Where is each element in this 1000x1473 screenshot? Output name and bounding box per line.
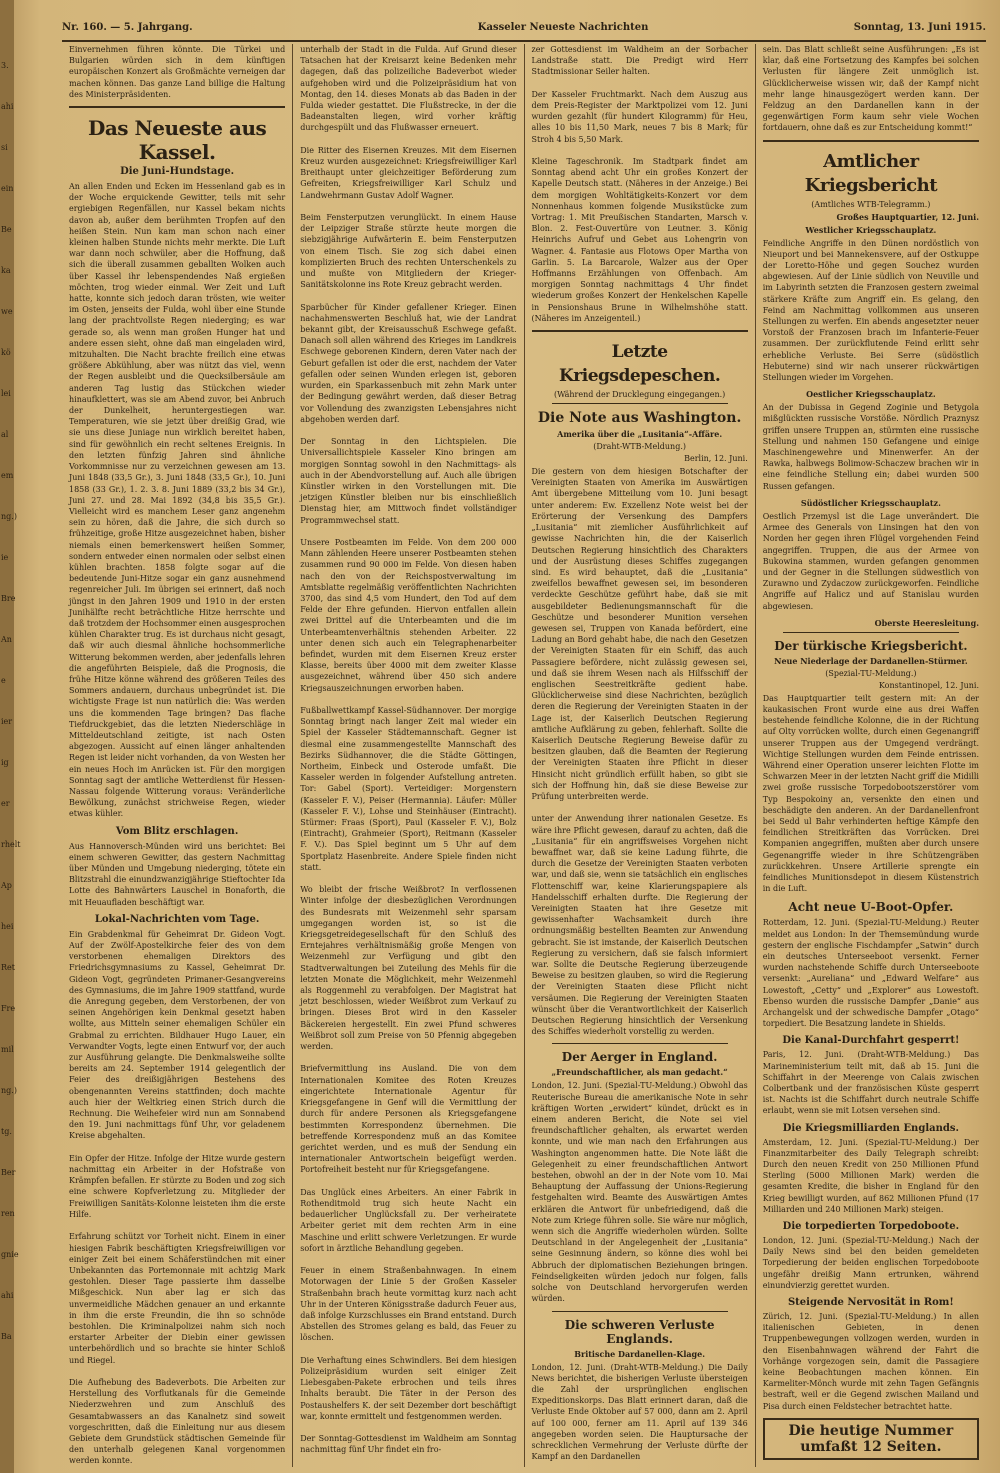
strip-fragment: al [1,430,9,439]
army-command-signature: Oberste Heeresleitung. [874,617,979,628]
official-war-report-agency: (Amtliches WTB-Telegramm.) [811,199,931,209]
strip-fragment: gnie [1,1250,19,1259]
england-losses-title: Die schweren Verluste Englands. [564,1317,715,1346]
local-news-heading: Lokal-Nachrichten vom Tage. [94,913,260,925]
washington-note-text: Die gestern von dem hiesigen Botschafter der Vereinigten Staaten von Amerika im Auswärtigen Amt übergebene Mitteilung vom 10. Juni besagt unter anderem: Ew. Exzellenz Note weist bei der Erörterung der Versenkung des Dampfers „Lusitania“ mit ziemlicher Ausführlichkeit auf gewisse Nachrichten hin, die der Kaiserlich Deutschen Regierung hinsichtlich des Charakters und der Ausrüstung dieses Schiffes zugegangen sind. Es wird behauptet, daß die „Lusitania“ zweifellos bewaffnet gewesen sei, im besonderen verdeckte Geschütze geführt habe, daß sie mit ausgebildeter Bedienungsmannschaft für die Geschütze und besonderer Munition versehen gewesen sei, Truppen von Kanada befördert, eine Ladung an Bord gehabt habe, die nach den Gesetzen der Vereinigten Staaten für ein Schiff, das auch Passagiere befördere, nicht zulässig gewesen sei, und daß sie ihrem Wesen nach als Hilfsschiff der englischen Seestreitkräfte gedient habe. Glücklicherweise sind diese Nachrichten, bezüglich deren die Regierung der Vereinigten Staaten in der Lage ist, der Kaiserlich Deutschen Regierung amtliche Aufklärung zu geben, fehlerhaft. Sollte die Kaiserlich Deutsche Regierung Beweise dafür zu besitzen glauben, daß die Beamten der Regierung der Vereinigten Staaten ihre Pflicht in dieser Hinsicht nicht gründlich erfüllt haben, so gibt sie sich der Hoffnung hin, daß sie diese Beweise zur Prüfung unterbreiten werde. unter der Anwendung ihrer nationalen Gesetze. Es wäre ihre Pflicht gewesen, darauf zu achten, daß die „Lusitania“ für ein angriffsweises Vorgehen nicht bewaffnet war, daß sie keine Ladung führte, die durch die Gesetze der Vereinigten Staaten verboten war, und daß sie, wenn sie tatsächlich ein englisches Flottenschiff war, keine Klarierungspapiere als Handelsschiff erhalten durfte. Die Regierung der Vereinigten Staaten hat ihre Gesetze mit gewissenhafter Wachsamkeit durch ihre ordnungsmäßig bestellten Beamten zur Anwendung gebracht. Sie ist imstande, der Kaiserlich Deutschen Regierung zu versichern, daß sie falsch informiert war. Sollte die Deutsche Regierung überzeugende Beweise zu besitzen glauben, so wird die Regierung der Vereinigten Staaten diese Pflicht nicht versäumen. Die Regierung der Vereinigten Staaten wünscht über die Verantwortlichkeit der Kaiserlich Deutschen Regierung hinsichtlich der Versenkung des Schiffes wiederholt vorstellig zu werden. [531,467,748,1037]
uboat-text: Rotterdam, 12. Juni. (Spezial-TU-Meldung.) Reuter meldet aus London: In der Themsemündung wurde gestern der englische Fischdampfer „Satwin“ durch ein deutsches Unterseeboot versenkt. Ferner wurden nachstehende Schiffe durch Unterseeboote versenkt: „Aureliana“ und „Edward Welfare“ aus Lowestoft, „Cetty“ und „Explorer“ aus Lowestoft. Ebenso wurden die russische Dampfer „Danie“ aus Archangelsk und der schwedische Dampfer „Otago“ torpediert. Die Besatzung landete in Shields. [762,918,979,1029]
england-anger-text: London, 12. Juni. (Spezial-TU-Meldung.) Obwohl das Reuterische Bureau die amerikanische Note in sehr kräftigen Worten „erwidert“ kündet, drückt es in einem anderen Bericht, die Note sei viel freundschaftlicher gehalten, als erwartet werden konnte, und wie man nach den Erfahrungen aus Washington angenommen hatte. Die Note läßt die Gelegenheit zu einer freundschaftlichen Antwort bestehen, obwohl an der in der Note vom 10. Mai Behauptung der Auffassung der Unions-Regierung festgehalten wird. Beamte des Auswärtigen Amtes erklären die Antwort für unbefriedigend, daß die Note zum Kriege führen solle. Sie wäre nur möglich, wenn sich die Angriffe wiederholen würden. Sollte Deutschland in der Angelegenheit der „Lusitania“ seine Gesinnung ändern, so könne dies wohl bei Abbruch der diplomatischen Beziehungen bringen. Feindseligkeiten würden jedoch nur folgen, falls solche von Deutschland hervorgerufen werden würden. [531,1081,748,1304]
war-billions-title: Die Kriegsmilliarden Englands. [782,1122,959,1134]
strip-fragment: ahi [1,102,14,111]
war-billions-text: Amsterdam, 12. Juni. (Spezial-TU-Meldung.) Der Finanzmitarbeiter des Daily Telegraph schreibt: Durch den neuen Kredit von 250 Millionen Pfund Sterling (5000 Millionen Mark) werden die gesamten Kredite, die bisher in England für den Krieg bewilligt wurden, auf 862 Millionen Pfund (17 Milliarden und 240 Millionen Mark) steigen. [762,1137,979,1214]
washington-note-title: Die Note aus Washington. [537,410,742,427]
adjacent-page-fragments [0,0,21,1342]
england-anger-subtitle: „Freundschaftlicher, als man gedacht.“ [551,1067,728,1078]
lightning-text: Aus Hannoversch-Münden wird uns berichtet: Bei einem schweren Gewitter, das gestern Nachmittag über Münden und Umgebung niederging, tötete ein Blitzstrahl die einundzwanzigjährige Stieftochter Ida Lotte des Bahnwärters Lauschel in Bonaforth, die mit Heuaufladen beschäftigt war. [69,841,286,907]
strip-fragment: hei [1,922,14,931]
eastern-front-text: An der Dubissa in Gegend Zoginie und Betygola mißglückten russische Vorstöße. Nördlich Praznysz griffen unsere Truppen an, stürmten eine russische Stellung und nahmen 150 Gefangene und einige Maschinengewehre und Minenwerfer. An der Rawka, halbwegs Bolimow-Schaczew brachen wir in eine feindliche Stellung ein; dabei wurden 500 Russen gefangen. [762,403,979,491]
war-dispatches-note: (Während der Drucklegung eingegangen.) [553,390,726,400]
divider [763,140,979,142]
turkish-report-text: Das Hauptquartier teilt gestern mit: An der kaukasischen Front wurde eine aus drei Waffen bestehende feindliche Kolonne, die in der Richtung auf Olty vorrücken wollte, durch einen Gegenangriff unserer Truppen aus der Umgegend verdrängt. Wichtige Stellungen wurden dem Feinde entrissen. Während einer Operation unserer leichten Flotte im Schwarzen Meer in der letzten Nacht griff die Midilli zwei große russische Torpedobootszerstörer vom Typ Bespokoiny an, versenkte den einen und beschädigte den anderen. An der Dardanellenfront bei Sedd ul Bahr verhinderten heftige Kämpfe den feindlichen Streitkräften das Vorrücken. Drei Kompanien angegriffen, mußten aber durch unsere Gegenangriffe wieder in ihre Schützengräben zurückkehren. Unsere Artillerie sprengte ein feindliches Munitionsdepot in diesem Küstenstrich in die Luft. [762,693,979,894]
channel-title: Die Kanal-Durchfahrt gesperrt! [782,1035,960,1047]
columns [62,44,986,1467]
uboat-title: Acht neue U-Boot-Opfer. [788,900,954,915]
strip-fragment: Bre [1,594,16,603]
strip-fragment: ie [1,553,9,562]
divider [783,632,959,633]
southeastern-front-text: Oestlich Przemysl ist die Lage unverändert. Die Armee des Generals von Linsingen hat den von Norden her gegen ihren Flügel vorgehenden Feind angegriffen. Truppen, die aus der Armee von Bukowina stammen, wurden gefangen genommen und der Gegner in die Stellungen südwestlich von Zurawno und Zydaczow zurückgeworfen. Feindliche Angriffe auf Halicz und auf Stanislau wurden abgewiesen. [762,511,979,611]
england-losses-subtitle: Britische Dardanellen-Klage. [574,1348,706,1359]
issue-date: Sonntag, 13. Juni 1915. [853,22,986,33]
kassel-news-title: Das Neueste aus Kassel. [88,116,267,165]
torpedo-boats-text: London, 12. Juni. (Spezial-TU-Meldung.) Nach der Daily News sind bei den beiden gemeldeten Torpedierung der beiden englischen Torpedoboote ungefähr dreißig Mann ertrunken, während einundvierzig gerettet wurden. [762,1236,979,1290]
strip-fragment: ahi [1,1291,14,1300]
divider [532,330,748,332]
divider [552,1311,728,1312]
page-count-banner: Die heutige Nummer umfaßt 12 Seiten. [763,1418,979,1460]
official-war-report-title: Amtlicher Kriegsbericht [804,150,938,196]
page-header [62,20,986,42]
turkish-report-subtitle: Neue Niederlage der Dardanellen-Stürmer. [774,655,968,666]
strip-fragment: ein [1,184,14,193]
column-2 [293,44,524,1467]
strip-fragment: Fre [1,1004,16,1013]
strip-fragment: 3. [1,61,9,70]
divider [69,106,285,108]
strip-fragment: em [1,471,14,480]
adjacent-page-strip [0,0,21,1473]
southeastern-front-heading: Südöstlicher Kriegsschauplatz. [800,497,941,508]
turkish-report-title: Der türkische Kriegsbericht. [774,638,968,653]
strip-fragment: An [1,635,12,644]
column-4 [756,44,986,1467]
local-news-text: Ein Grabdenkmal für Geheimrat Dr. Gideon Vogt. Auf der Zwölf-Apostelkirche feier des von dem verstorbenen ehemaligen Direktors des Friedrichsgymnasiums zu Kassel, Geheimrat Dr. Gideon Vogt, gegründeten Primaner-Gesangvereins des Gymnasiums, die im Jahre 1909 stattfand, wurde die Anregung gegeben, dem Verstorbenen, der von seinen Angehörigen kein Denkmal gesetzt haben wollte, aus Mitteln seiner ehemaligen Schüler ein Grabmal zu errichten. Bildhauer Hugo Lauer, ein Verwandter Vogts, legte einen Entwurf vor, der auch zur Ausführung gelangte. Die Denkmalsweihe sollte bereits am 24. September 1914 gelegentlich der Feier des dreißigjährigen Bestehens des obengenannten Vereins stattfinden; doch machte auch hier der Weltkrieg einen Strich durch die Rechnung. Die Weihefeier wird nun am Sonnabend den 19. Juni nachmittags fünf Uhr, vor geladenem Kreise abgehalten. Ein Opfer der Hitze. Infolge der Hitze wurde gestern nachmittag ein Arbeiter in der Hofstraße von Krämpfen befallen. Er stürzte zu Boden und zog sich eine schwere Kopfverletzung zu. Mitglieder der Freiwilligen Sanitäts-Kolonne leisteten ihm die erste Hilfe. Erfahrung schützt vor Torheit nicht. Einem in einer hiesigen Fabrik beschäftigten Kriegsfreiwilligen vor einiger Zeit bei einem Schäferstündchen mit einer Unbekannten das Portemonnaie mit achtzig Mark gestohlen. Dieser Tage passierte ihm dasselbe Mißgeschick. Nun aber lag er sich das unvermeidliche Mädchen genauer an und erkannte in ihm die erste Freundin, die ihn so schnöde bestohlen. Die Kriminalpolizei nahm sich noch erstarter Arbeiter der Diebin einer gewissen unterbehördlich und so brachte sie hinter Schloß und Riegel. Die Aufhebung des Badeverbots. Die Arbeiten zur Herstellung des Vorflutkanals für die Gemeinde Niederzwehren und zum Anschluß des Gesamtabwassers an das Kanalnetz sind soweit vorgeschritten, daß die Einleitung nur aus diesem Gebiete dem Grundstück städtischen Gemeinde für den unterhalb gelegenen Kanal vorgenommen werden konnte. [69,929,286,1466]
strip-fragment: mil [1,1045,14,1054]
strip-fragment: Ba [1,1332,12,1341]
strip-fragment: ren [1,1209,15,1218]
strip-fragment: e [1,676,6,685]
strip-fragment: si [1,143,8,152]
strip-fragment: Ret [1,963,15,972]
intro-text: Einvernehmen führen könnte. Die Türkei und Bulgarien würden sich in dem künftigen europäischen Konzert als Großmächte verneigen dar machen können. Das ganze Land billige die Haltung des Ministerpräsidenten. [69,45,286,99]
washington-note-date: Berlin, 12. Juni. [684,454,748,464]
washington-note-subtitle: Amerika über die „Lusitania“-Affäre. [557,429,723,440]
england-losses-text: London, 12. Juni. (Draht-WTB-Meldung.) Die Daily News berichtet, die bisherigen Verluste übersteigen die Zahl der ursprünglichen englischen Expeditionskorps. Das Blatt erinnert daran, daß die Verluste Ende Oktober auf 57 000, dann am 2. April auf 100 000, ferner am 11. April auf 139 346 angegeben worden seien. Die Hauptursache der schrecklichen Vermehrung der Verluste dürfte der Kampf an den Dardanellen [531,1362,748,1462]
column-1 [62,44,293,1467]
turkish-report-agency: (Spezial-TU-Meldung.) [825,668,917,678]
strip-fragment: Ap [1,881,12,890]
losses-continued: sein. Das Blatt schließt seine Ausführungen: „Es ist klar, daß eine Fortsetzung des Kampfes bei solchen Verlusten für längere Zeit unmöglich ist. Glücklicherweise wissen wir, daß der Kampf nicht mehr lange hinausgezögert werden kann. Der Feldzug an den Dardanellen kann in der gegenwärtigen Form kaum sehr viele Wochen fortdauern, ohne daß es zur Entscheidung kommt!“ [762,45,979,133]
lightning-heading: Vom Blitz erschlagen. [115,825,239,837]
strip-fragment: lei [1,389,11,398]
rome-title: Steigende Nervosität in Rom! [787,1297,954,1309]
western-front-heading: Westlicher Kriegsschauplatz. [805,224,937,235]
strip-fragment: Be [1,225,12,234]
official-war-report-hq: Großes Hauptquartier, 12. Juni. [836,211,979,222]
strip-fragment: we [1,307,13,316]
channel-text: Paris, 12. Juni. (Draht-WTB-Meldung.) Das Marineministerium teilt mit, daß ab 15. Juni die Schiffahrt in der Meerenge von Calais zwischen Colbertbank und der französischen Küste gesperrt ist. Nachts ist die Schiffahrt durch neutrale Schiffe erlaubt, wenn sie mit Lotsen versehen sind. [762,1050,979,1116]
strip-fragment: er [1,799,10,808]
eastern-front-heading: Oestlicher Kriegsschauplatz. [806,389,936,400]
divider [552,403,728,404]
strip-fragment: Ber [1,1168,16,1177]
rome-text: Zürich, 12. Juni. (Spezial-TU-Meldung.) In allen italienischen Gebieten, in denen Truppenbewegungen vollzogen werden, wurden in den Eisenbahnwagen während der Fahrt die Vorhänge vorgezogen sein, damit die Passagiere keine Beobachtungen machen können. Ein Karmeliter-Mönch wurde mit zehn Tagen Gefängnis bestraft, weil er die Gegend zwischen Mailand und Pisa durch einen Feldstecher betrachtet hatte. [762,1312,979,1411]
strip-fragment: ng.) [1,1086,17,1095]
washington-note-agency: (Draht-WTB-Meldung.) [593,442,686,452]
heat-days-heading: Die Juni-Hundstage. [120,166,235,178]
strip-fragment: kö [1,348,11,357]
strip-fragment: ka [1,266,11,275]
local-news-continued: unterhalb der Stadt in die Fulda. Auf Grund dieser Tatsachen hat der Kreisarzt keine Bedenken mehr dagegen, daß das polizeiliche Badeverbot wieder aufgehoben wird und die Polizeipräsidium hat von Montag, den 14. dieses Monats ab das Baden in der Fulda wieder gestattet. Die Flußstrecke, in der die Badeanstalten liegen, wird vorher kräftig durchgespült und das Flußwasser erneuert. Die Ritter des Eisernen Kreuzes. Mit dem Eisernen Kreuz wurden ausgezeichnet: Kriegsfreiwilliger Karl Breithaupt unter gleichzeitiger Beförderung zum Gefreiten, Kriegsfreiwilliger Karl Schulz und Landwehrmann Gustav Adolf Wagner. Beim Fensterputzen verunglückt. In einem Hause der Leipziger Straße stürzte heute morgen die siebzigjährige Aufwärterin E. beim Fensterputzen von einem Tisch. Sie zog sich dabei einen komplizierten Bruch des rechten Unterschenkels zu und mußte von Mitgliedern der Krieger-Sanitätskolonne ins Rote Kreuz gebracht werden. Sparbücher für Kinder gefallener Krieger. Einen nachahmenswerten Beschluß hat, wie der Landrat bekannt gibt, der Kreisausschuß Eschwege gefaßt. Danach soll allen während des Krieges im Landkreis Eschwege geborenen Kindern, deren Vater nach der Geburt gefallen ist oder die erst, nachdem der Vater gefallen oder seinen Wunden erlegen ist, geboren wurden, ein Sparkassenbuch mit zehn Mark unter der Bedingung gewährt werden, daß dieser Betrag vor Vollendung des zwanzigsten Lebensjahres nicht abgehoben werden darf. Der Sonntag in den Lichtspielen. Die Universallichtspiele Kasseler Kino bringen am morgigen Sonntag sowohl in den Nachmittags- als auch in der Abendvorstellung auf. Auch alle übrigen Künstler wirken in den Vorstellungen mit. Die jetzigen Künstler bleiben nur bis einschließlich Dienstag hier, am Mittwoch findet vollständiger Programmwechsel statt. Unsere Postbeamten im Felde. Von dem 200 000 Mann zählenden Heere unserer Postbeamten stehen zusammen rund 90 000 im Felde. Von diesen haben nach den von der Reichspostverwaltung im Amtsblatte regelmäßig veröffentlichten Nachrichten 3700, das sind 4,5 vom Hundert, den Tod auf dem Felde der Ehre gefunden. Hiervon entfallen allein zwei Drittel auf die Unterbeamten und die im Unterbeamtenverhältnis stehenden Arbeiter. 22 unter denen sich auch ein Telegraphenarbeiter befindet, wurden mit dem Eisernen Kreuz erster Klasse, bereits über 4000 mit dem zweiter Klasse ausgezeichnet, während über 450 sich andere Kriegsauszeichnungen erworben haben. Fußballwettkampf Kassel-Südhannover. Der morgige Sonntag bringt nach langer Zeit mal wieder ein Spiel der Kasseler Städtemannschaft. Gegner ist diesmal eine zusammengestellte Mannschaft des Bezirks Südhannover, die die Städte Göttingen, Northeim, Einbeck und Osterode umfaßt. Die Kasseler werden in folgender Aufstellung antreten. Tor: Gabel (Sport). Verteidiger: Morgenstern (Kasseler F. V.), Peiser (Hermannia). Läufer: Müller (Kasseler F. V.), Lohse und Steinhäuser (Eintracht). Stürmer: Fraas (Sport), Paul (Kasseler F. V.), Bolz (Eintracht), Grahmeier (Sport), Reitmann (Kasseler F. V.). Das Spiel beginnt um 5 Uhr auf dem Sportplatz Hasenbreite. Andere Spiele finden nicht statt. Wo bleibt der frische Weißbrot? In verflossenen Winter infolge der diesbezüglichen Verordnungen des Bundesrats mit Weizenmehl sehr sparsam umgegangen worden ist, so ist die Kriegsgetreidegesellschaft für den Schluß des Erntejahres verhältnismäßig große Mengen von Weizenmehl zur Verfügung und gibt den Stadtverwaltungen bei Zuteilung des Mehls für die letzten Monate die Möglichkeit, mehr Weizenmehl als Roggenmehl zu verabfolgen. Der Magistrat hat jetzt beschlossen, wieder Weißbrot zum Verkauf zu bringen. Dieses Brot wird in den Kasseler Bäckereien hergestellt. Ein zwei Pfund schweres Weißbrot soll zum Preise von 50 Pfennig abgegeben werden. Briefvermittlung ins Ausland. Die von dem Internationalen Komitee des Roten Kreuzes eingerichtete Internationale Agentur für Kriegsgefangene in Genf will die Vermittlung der durch für andere Personen als Kriegsgefangene bestimmten Korrespondenz übernehmen. Die betreffende Korrespondenz muß an das Komitee gerichtet werden, und es muß der Sendung ein internationaler Antwortschein beigefügt werden. Portofreiheit besteht nur für Kriegsgefangene. Das Unglück eines Arbeiters. An einer Fabrik in Rothenditmold trug sich heute Nacht ein bedauerlicher Unglücksfall zu. Der verheiratete Arbeiter geriet mit dem rechten Arm in eine Maschine und erlitt schwere Verletzungen. Er wurde sofort in ärztliche Behandlung gegeben. Feuer in einem Straßenbahnwagen. In einem Motorwagen der Linie 5 der Großen Kasseler Straßenbahn brach heute vormittag kurz nach acht Uhr in der Unteren Königsstraße dadurch Feuer aus, daß infolge Kurzschlusses ein Brand entstand. Durch Abstellen des Stromes gelang es bald, das Feuer zu löschen. Die Verhaftung eines Schwindlers. Bei dem hiesigen Polizeipräsidium wurden seit einiger Zeit Liebesgaben-Pakete erbrochen und teils ihres Inhalts beraubt. Die Täter in der Person des Postaushelfers K. der seit Dezember dort beschäftigt war, konnte ermittelt und festgenommen werden. Der Sonntag-Gottesdienst im Waldheim am Sonntag nachmittag fünf Uhr findet ein fro- [300,45,517,1455]
torpedo-boats-title: Die torpedierten Torpedoboote. [782,1221,960,1233]
strip-fragment: ng.) [1,512,17,521]
issue-number: Nr. 160. — 5. Jahrgang. [62,22,193,33]
heat-days-text: An allen Enden und Ecken im Hessenland gab es in der Woche erquickende Gewitter, teils mit sehr ergiebigen Regenfällen, nur Kassel bekam nichts davon ab, außer dem berühmten Tropfen auf den heißen Stein. Nun kam man schon nach einer kleinen halben Stunde nichts mehr merkte. Die Luft war dann noch schwüler, aber die Hoffnung, daß sich die überall zusammen geballten Wolken auch über Kassel ihr lebenspendendes Naß ergießen möchten, trog wieder einmal. Wer Zeit und Luft hatte, konnte sich jedoch daran trösten, wie weiter im Osten, jenseits der Fulda, wohl über eine Stunde lang der prachtvollste Regen niederging; es war gerade so, als wenn man großen Hunger hat und andere essen sieht, ohne daß man eingeladen wird, mitzuhalten. Die Nacht brachte freilich eine etwas größere Abkühlung, aber was nützt das viel, wenn der Regen ausbleibt und die Quecksilbersäule am anderen Tag lustig das Stückchen wieder hinaufklettert, was sie am Abend zuvor, bei Anbruch der Dunkelheit, heruntergestiegen war. Temperaturen, wie sie jetzt über dreißig Grad, wie sie uns diese Juniage nun wirklich bereitet haben, sind für gewöhnlich ein recht seltenes Ereignis. In den letzten fünfzig Jahren sind ähnliche Vorkommnisse nur zu verzeichnen gewesen am 13. Juni 1848 (33,5 Gr.), 3. Juni 1848 (33,5 Gr.), 10. Juni 1858 (33 Gr.), 1. 2. 3. 8. Juni 1889 (33,2 bis 34 Gr.), Juni 27. und 28. Mai 1892 (34,8 bis 35,5 Gr.). Vielleicht wird es manchem Leser ganz angenehm sein zu hören, daß die Jahre, die sich durch so frühzeitige, große Hitze ausgezeichnet haben, bisher niemals einen bemerkenswert heißen Sommer, sondern entweder einen normalen oder selbst einen kühlen brachten. 1858 folgte sogar auf die bedeutende Juni-Hitze sogar ein ganz ausnehmend regenreicher Juli. Im übrigen sei erinnert, daß noch jüngst in den Jahren 1909 und 1910 in der ersten Junihälfte recht beträchtliche Hitze herrschte und daß trotzdem der Hochsommer einen ausgesprochen kühlen Charakter trug. Es ist durchaus nicht gesagt, daß wir auch diesmal ähnliche hochsommerliche Witterung bekommen werden, aber jedenfalls lehren die angeführten Beispiele, daß die Prognosis, die frühe Hitze könne während des größeren Teiles des Sommers andauern, durchaus unbegründet ist. Die wichtigste Frage ist nun natürlich die: Was werden uns die kommenden Tage bringen? Das flache Tiefdruckgebiet, das die letzten Niederschläge in Mitteldeutschland zeitigte, ist nach Osten abgezogen. Aussicht auf einen länger anhaltenden Regen ist leider nicht vorhanden, da von Westen her ein neues Hoch im Anrücken ist. Für den morgigen Sonntag sagt der amtliche Wetterdienst für Hessen-Nassau folgende Witterung voraus: Veränderliche Bewölkung, zunächst strichweise Regen, wieder etwas kühler. [69,182,286,819]
war-dispatches-title: Letzte Kriegsdepeschen. [559,342,721,387]
newspaper-name: Kasseler Neueste Nachrichten [477,22,649,33]
local-news-end: zer Gottesdienst im Waldheim an der Sorbacher Landstraße statt. Die Predigt wird Herr Stadtmissionar Seiler halten. Der Kasseler Fruchtmarkt. Nach dem Auszug aus dem Preis-Register der Marktpolizei vom 12. Juni wurden gezahlt (für hundert Kilogramm) für Heu, alles 10 bis 11,50 Mark, neues 7 bis 8 Mark; für Stroh 4 bis 5,50 Mark. Kleine Tageschronik. Im Stadtpark findet am Sonntag abend acht Uhr ein großes Konzert der Kapelle Deutsch statt. (Näheres in der Anzeige.) Bei dem morgigen Wohltätigkeits-Konzert vor dem Nonnenhaus kommen folgende Musikstücke zum Vortrag: 1. Mit Preußischen Standarten, Marsch v. Blon. 2. Fest-Ouvertüre von Leutner. 3. König Heinrichs Aufruf und Gebet aus Lohengrin von Wagner. 4. Fantasie aus Flotows Oper Martha von Garlin. 5. La Barcarole, Walzer aus der Oper Hoffmanns Erzählungen von Offenbach. Am morgigen Sonntag nachmittags 4 Uhr findet wiederum großes Konzert der Henkelschen Kapelle in Pensionshaus Brune in Wilhelmshöhe statt. (Näheres im Anzeigenteil.) [531,45,748,323]
england-anger-title: Der Aerger in England. [561,1050,718,1065]
strip-fragment: ier [1,717,13,726]
strip-fragment: ig [1,758,9,767]
divider [552,1043,728,1044]
column-3 [525,44,756,1467]
strip-fragment: rhelt [1,840,21,849]
turkish-report-date: Konstantinopel, 12. Juni. [878,680,979,690]
strip-fragment: tg. [1,1127,12,1136]
western-front-text: Feindliche Angriffe in den Dünen nordöstlich von Nieuport und bei Mannekensvere, auf der Ostkuppe der Loretto-Höhe und gegen Souchez wurden abgewiesen. Auf der Linie südlich von Neuville und im Labyrinth setzten die Franzosen gestern zweimal stärkere Kräfte zum Angriff ein. Es gelang, den Feind am Nachmittag vollkommen aus unseren Stellungen zu werfen. Ein abends angesetzter neuer Vorstoß der Franzosen brach im Infanterie-Feuer zusammen. Der zurückflutende Feind erlitt sehr erhebliche Verluste. Bei Serre (südöstlich Hebuterne) sind wir nach unserer rückwärtigen Stellungen wieder im Vorgehen. [762,238,979,383]
